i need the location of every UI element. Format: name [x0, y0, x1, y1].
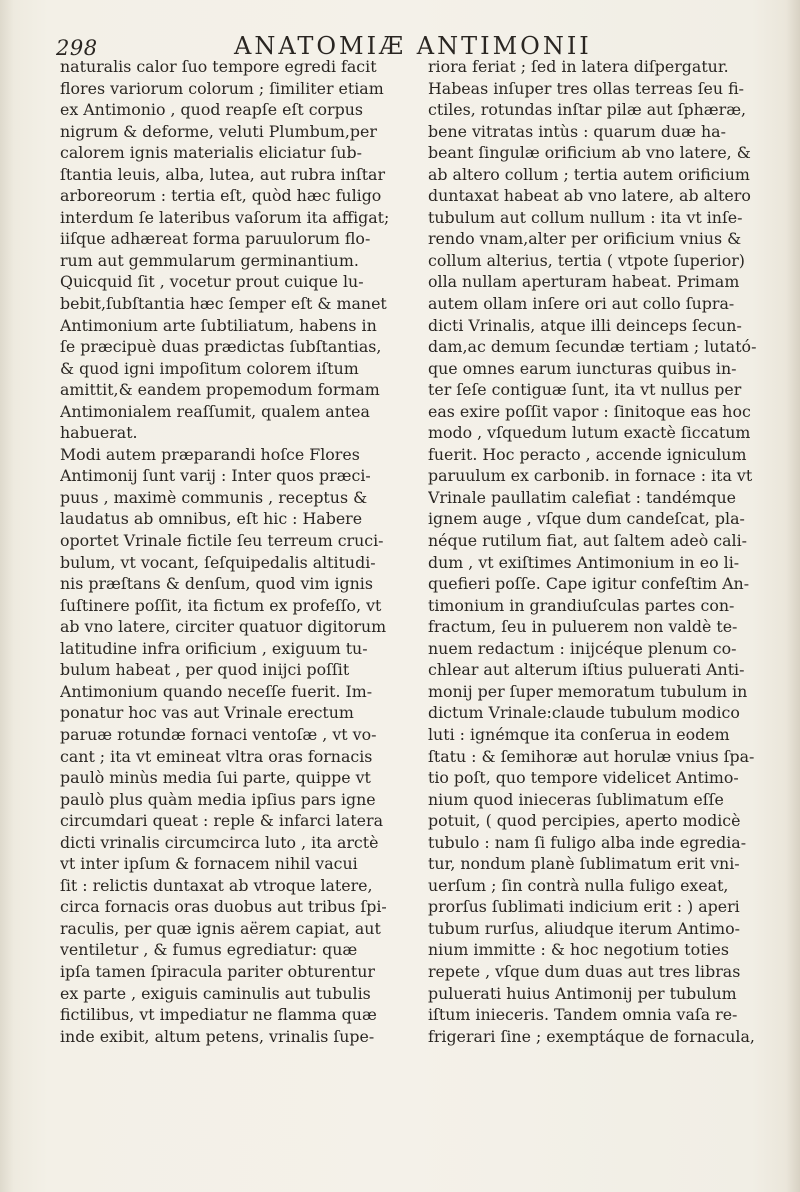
text-line: tubum rurſus, aliudque iterum Antimo-: [428, 918, 741, 938]
text-line: beant ſingulæ orificium ab vno latere, &: [428, 143, 751, 163]
text-line: bebit,ſubſtantia hæc ſemper eſt & manet: [60, 294, 387, 314]
text-line: riora feriat ; ſed in latera diſpergatur.: [428, 57, 729, 76]
text-line: dum , vt exiſtimes Antimonium in eo li-: [428, 552, 740, 572]
text-line: modo , vſquedum lutum exactè ſiccatum: [428, 423, 751, 443]
text-line: ter ſeſe contiguæ ſunt, ita vt nullus per: [428, 380, 742, 400]
text-line: oportet Vrinale fictile ſeu terreum cruci-: [60, 531, 384, 551]
text-line: tio poſt, quo tempore videlicet Antimo-: [428, 768, 739, 788]
text-line: Antimonij ſunt varij : Inter quos præci-: [60, 466, 371, 486]
text-line: Antimonialem reaſſumit, qualem antea: [60, 401, 370, 421]
text-line: paruæ rotundæ fornaci ventoſæ , vt vo-: [60, 724, 377, 744]
text-line: Modi autem præparandi hoſce Flores: [60, 444, 360, 464]
text-line: Antimonium quando neceſſe fuerit. Im-: [60, 681, 373, 701]
text-line: bene vitratas intùs : quarum duæ ha-: [428, 121, 726, 141]
text-line: amittit,& eandem propemodum formam: [60, 380, 380, 400]
text-line: duntaxat habeat ab vno latere, ab altero: [428, 186, 751, 206]
text-line: tubulum aut collum nullum : ita vt inſe-: [428, 207, 743, 227]
text-line: néque rutilum fiat, aut ſaltem adeò cali-: [428, 531, 747, 551]
text-line: ventiletur , & fumus egrediatur: quæ: [60, 940, 358, 960]
text-line: cant ; ita vt emineat vltra oras fornacis: [60, 746, 373, 766]
text-line: bulum, vt vocant, ſeſquipedalis altitudi-: [60, 552, 376, 572]
text-line: tubulo : nam ſi fuligo alba inde egredia-: [428, 832, 747, 852]
text-line: nium quod inieceras ſublimatum eſſe: [428, 789, 724, 809]
text-line: raculis, per quæ ignis aërem capiat, aut: [60, 918, 381, 938]
text-line: que omnes earum iuncturas quibus in-: [428, 358, 737, 378]
text-line: quefieri poſſe. Cape igitur confeſtim An-: [428, 574, 750, 594]
text-line: interdum ſe lateribus vaſorum ita affigat;: [60, 207, 390, 227]
text-line: ctiles, rotundas inſtar pilæ aut ſphæræ,: [428, 100, 747, 120]
text-line: monij per ſuper memoratum tubulum in: [428, 681, 748, 701]
running-head: ANATOMIÆ ANTIMONII: [234, 32, 592, 60]
text-line: chlear aut alterum iſtius puluerati Anti-: [428, 660, 745, 680]
text-line: puus , maximè communis , receptus &: [60, 487, 368, 507]
page-edge-shadow-right: [786, 0, 800, 1192]
text-line: fractum, ſeu in puluerem non valdè te-: [428, 617, 738, 637]
text-line: ignem auge , vſque dum candeſcat, pla-: [428, 509, 745, 529]
text-line: olla nullam aperturam habeat. Primam: [428, 272, 740, 292]
text-line: circumdari queat : reple & infarci latera: [60, 811, 383, 831]
text-line: circa fornacis oras duobus aut tribus ſpi-: [60, 897, 387, 917]
text-line: Antimonium arte ſubtiliatum, habens in: [60, 315, 377, 335]
right-text-column: [428, 56, 780, 1047]
text-line: paulò plus quàm media ipſius pars igne: [60, 789, 376, 809]
text-line: ſit : relictis duntaxat ab vtroque latere,: [60, 875, 373, 895]
text-line: calorem ignis materialis eliciatur ſub-: [60, 143, 362, 163]
text-line: rum aut gemmularum germinantium.: [60, 250, 359, 270]
text-line: dicti Vrinalis, atque illi deinceps ſecun-: [428, 315, 742, 335]
text-line: fuerit. Hoc peracto , accende igniculum: [428, 444, 747, 464]
text-line: arboreorum : tertia eſt, quòd hæc fuligo: [60, 186, 382, 206]
text-line: potuit, ( quod percipies, aperto modicè: [428, 811, 741, 831]
text-line: ſtatu : & ſemihoræ aut horulæ vnius ſpa-: [428, 746, 755, 766]
text-line: latitudine infra orificium , exiguum tu-: [60, 638, 368, 658]
left-text-column: [60, 56, 412, 1047]
text-line: flores variorum colorum ; ſimiliter etiam: [60, 78, 384, 98]
page-edge-shadow-left: [0, 0, 14, 1192]
text-line: nium immitte : & hoc negotium toties: [428, 940, 729, 960]
text-line: ab vno latere, circiter quatuor digitorum: [60, 617, 387, 637]
text-line: dictum Vrinale:claude tubulum modico: [428, 703, 740, 723]
text-line: inde exibit, altum petens, vrinalis ſupe-: [60, 1026, 375, 1046]
text-line: puluerati huius Antimonij per tubulum: [428, 983, 737, 1003]
text-line: fictilibus, vt impediatur ne flamma quæ: [60, 1005, 377, 1025]
text-line: bulum habeat , per quod inijci poſſit: [60, 660, 350, 680]
text-line: laudatus ab omnibus, eſt hic : Habere: [60, 509, 363, 529]
text-line: Vrinale paullatim calefiat : tandémque: [428, 487, 737, 507]
text-line: ſe præcipuè duas prædictas ſubſtantias,: [60, 337, 382, 357]
text-line: ipſa tamen ſpiracula pariter obturentur: [60, 961, 375, 981]
text-line: eas exire poſſit vapor : ſinitoque eas hoc: [428, 401, 751, 421]
text-line: timonium in grandiuſculas partes con-: [428, 595, 735, 615]
text-line: & quod igni impoſitum colorem iſtum: [60, 358, 359, 378]
text-line: rendo vnam,alter per orificium vnius &: [428, 229, 742, 249]
text-line: ex parte , exiguis caminulis aut tubulis: [60, 983, 371, 1003]
text-line: Quicquid ſit , vocetur prout cuique lu-: [60, 272, 364, 292]
page-number: 298: [56, 36, 98, 60]
text-line: vt inter ipſum & fornacem nihil vacui: [60, 854, 358, 874]
text-line: iſtum inieceris. Tandem omnia vaſa re-: [428, 1005, 738, 1025]
text-line: habuerat.: [60, 423, 138, 443]
text-line: tur, nondum planè ſublimatum erit vni-: [428, 854, 740, 874]
text-line: ponatur hoc vas aut Vrinale erectum: [60, 703, 354, 723]
text-line: uerſum ; ſin contrà nulla fuligo exeat,: [428, 875, 729, 895]
text-line: nuem redactum : inijcéque plenum co-: [428, 638, 737, 658]
text-line: nis præſtans & denſum, quod vim ignis: [60, 574, 373, 594]
text-line: iiſque adhæreat forma paruulorum flo-: [60, 229, 371, 249]
text-line: ſtantia leuis, alba, lutea, aut rubra inſtar: [60, 164, 386, 184]
text-line: repete , vſque dum duas aut tres libras: [428, 961, 741, 981]
text-line: dam,ac demum ſecundæ tertiam ; lutató-: [428, 337, 757, 357]
text-line: ſuſtinere poſſit, ita fictum ex profeſſo, vt: [60, 595, 382, 615]
text-line: naturalis calor ſuo tempore egredi facit: [60, 57, 377, 76]
text-line: nigrum & deforme, veluti Plumbum,per: [60, 121, 377, 141]
text-line: ab altero collum ; tertia autem orificium: [428, 164, 750, 184]
text-line: prorſus ſublimati indicium erit : ) aperi: [428, 897, 740, 917]
text-line: paulò minùs media ſui parte, quippe vt: [60, 768, 371, 788]
text-line: Habeas inſuper tres ollas terreas ſeu fi-: [428, 78, 744, 98]
text-line: autem ollam inſere ori aut collo ſupra-: [428, 294, 735, 314]
text-line: paruulum ex carbonib. in fornace : ita vt: [428, 466, 753, 486]
text-line: ex Antimonio , quod reapſe eſt corpus: [60, 100, 363, 120]
text-line: collum alterius, tertia ( vtpote ſuperior): [428, 250, 745, 270]
text-line: frigerari ſine ; exemptáque de fornacula,: [428, 1026, 755, 1046]
text-line: dicti vrinalis circumcirca luto , ita arctè: [60, 832, 379, 852]
text-line: luti : ignémque ita conſerua in eodem: [428, 724, 730, 744]
